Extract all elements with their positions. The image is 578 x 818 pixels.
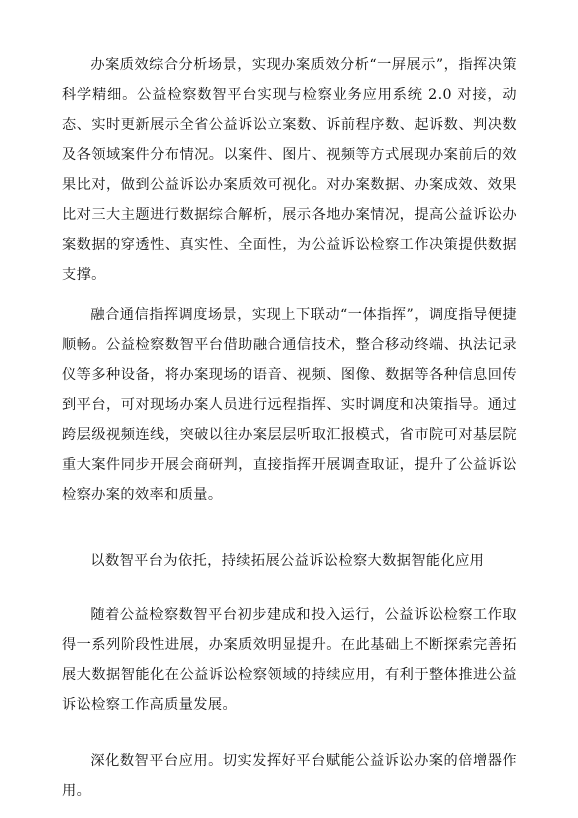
paragraph-command-dispatch: 融合通信指挥调度场景，实现上下联动“一体指挥”，调度指导便捷顺畅。公益检察数智平台借助融合通信技术，整合移动终端、执法记录仪等多种设备，将办案现场的语音、视频、图像、数据等各种信息回传到平台，可对现场办案人员进行远程指挥、实时调度和决策指导。通过跨层级视频连线，突破以往办案层层听取汇报模式，省市院可对基层院重大案件同步开展会商研判，直接指挥开展调查取证，提升了公益诉讼检察办案的效率和质量。 xyxy=(62,307,517,503)
paragraph-platform-progress: 随着公益检察数智平台初步建成和投入运行，公益诉讼检察工作取得一系列阶段性进展，办案质效明显提升。在此基础上不断探索完善拓展大数据智能化在公益诉讼检察领域的持续应用，有利于整体推进公益诉讼检察工作高质量发展。 xyxy=(62,607,517,713)
paragraph-deepen-application: 深化数智平台应用。切实发挥好平台赋能公益诉讼办案的倍增器作用。 xyxy=(62,753,517,799)
paragraph-case-quality-analysis: 办案质效综合分析场景，实现办案质效分析“一屏展示”，指挥决策科学精细。公益检察数智平台实现与检察业务应用系统 2.0 对接，动态、实时更新展示全省公益诉讼立案数、诉前程序数、起诉数、判决数及各领域案件分布情况。以案件、图片、视频等方式展现办案前后的效果比对，做到公益诉讼办案质效可视化。对办案数据、办案成效、效果比对三大主题进行数据综合解析，展示各地办案情况，提高公益诉讼办案数据的穿透性、真实性、全面性，为公益诉讼检察工作决策提供数据支撑。 xyxy=(62,57,517,283)
section-heading: 以数智平台为依托，持续拓展公益诉讼检察大数据智能化应用 xyxy=(90,553,485,569)
